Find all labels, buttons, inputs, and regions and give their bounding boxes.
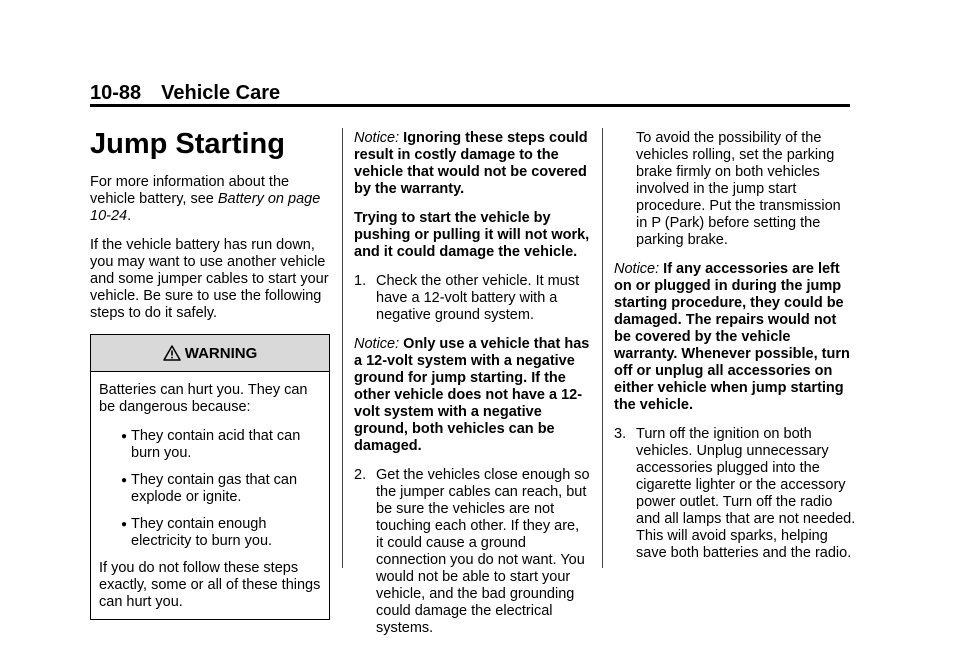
header-rule xyxy=(90,104,850,107)
page-number: 10-88 xyxy=(90,82,142,104)
bullet-icon: ● xyxy=(121,431,128,442)
push-start-warning: Trying to start the vehicle by pushing or pulling it will not work, and it could damage the vehicle. xyxy=(354,210,590,260)
page-title: Jump Starting xyxy=(90,128,285,160)
notice-2: Notice: Only use a vehicle that has a 12-volt system with a negative ground for jump starting. If the other vehicle does not have a 12-volt system with a negative ground, both vehicles can be damaged. xyxy=(354,336,590,454)
warning-intro: Batteries can hurt you. They can be dangerous because: xyxy=(99,382,308,415)
warning-header xyxy=(91,335,329,372)
intro-end: . xyxy=(127,208,132,224)
page-header xyxy=(90,82,850,106)
warning-outro: If you do not follow these steps exactly, some or all of these things can hurt you. xyxy=(99,560,321,610)
column-divider xyxy=(602,128,603,568)
step-3: 3. Turn off the ignition on both vehicles. Unplug unnecessary accessories plugged into the cigarette lighter or the accessory power outlet. Turn off the radio and all lamps that are not needed. This will avoid sparks, helping save both batteries and the radio. xyxy=(614,426,856,561)
battery-reference-link[interactable]: Battery on page 10-24 xyxy=(90,191,321,224)
bullet-icon: ● xyxy=(121,475,128,486)
column-1 xyxy=(90,128,330,620)
list-item: ● They contain acid that can burn you. xyxy=(121,428,301,461)
warning-body xyxy=(91,372,329,619)
column-divider xyxy=(342,128,343,568)
step-1: 1. Check the other vehicle. It must have a 12-volt battery with a negative ground system. xyxy=(354,273,580,323)
list-item: ● They contain enough electricity to burn you. xyxy=(121,516,273,549)
warning-box xyxy=(90,334,330,620)
bullet-icon: ● xyxy=(121,519,128,530)
notice-label: Notice: xyxy=(354,336,400,352)
section-title: Vehicle Care xyxy=(161,82,281,104)
intro-paragraph xyxy=(90,174,330,225)
paragraph-run-down: If the vehicle battery has run down, you may want to use another vehicle and some jumper cables to start your vehicle. Be sure to use the following steps to do it safely. xyxy=(90,237,329,321)
parking-brake-paragraph: To avoid the possibility of the vehicles rolling, set the parking brake firmly on both vehicles involved in the jump start procedure. Put the transmission in P (Park) before setting the parking brake. xyxy=(636,130,841,248)
list-item: ● They contain gas that can explode or ignite. xyxy=(121,472,298,505)
warning-triangle-icon xyxy=(163,345,181,361)
notice-3: Notice: If any accessories are left on or plugged in during the jump starting procedure, they could be damaged. The repairs would not be covered by the vehicle warranty. Whenever possible, turn off or unplug all accessories on either vehicle when jump starting the vehicle. xyxy=(614,261,850,413)
notice-label: Notice: xyxy=(354,130,400,146)
column-2 xyxy=(354,130,590,649)
warning-label: WARNING xyxy=(184,344,258,362)
intro-text: For more information about the vehicle battery, see xyxy=(90,174,290,207)
column-3 xyxy=(614,130,856,574)
notice-label: Notice: xyxy=(614,261,660,277)
step-2: 2. Get the vehicles close enough so the jumper cables can reach, but be sure the vehicles are not touching each other. If they are, it could cause a ground connection you do not want. You would not be able to start your vehicle, and the bad grounding could damage the electrical systems. xyxy=(354,467,590,636)
notice-1: Notice: Ignoring these steps could result in costly damage to the vehicle that would not be covered by the warranty. xyxy=(354,130,588,197)
